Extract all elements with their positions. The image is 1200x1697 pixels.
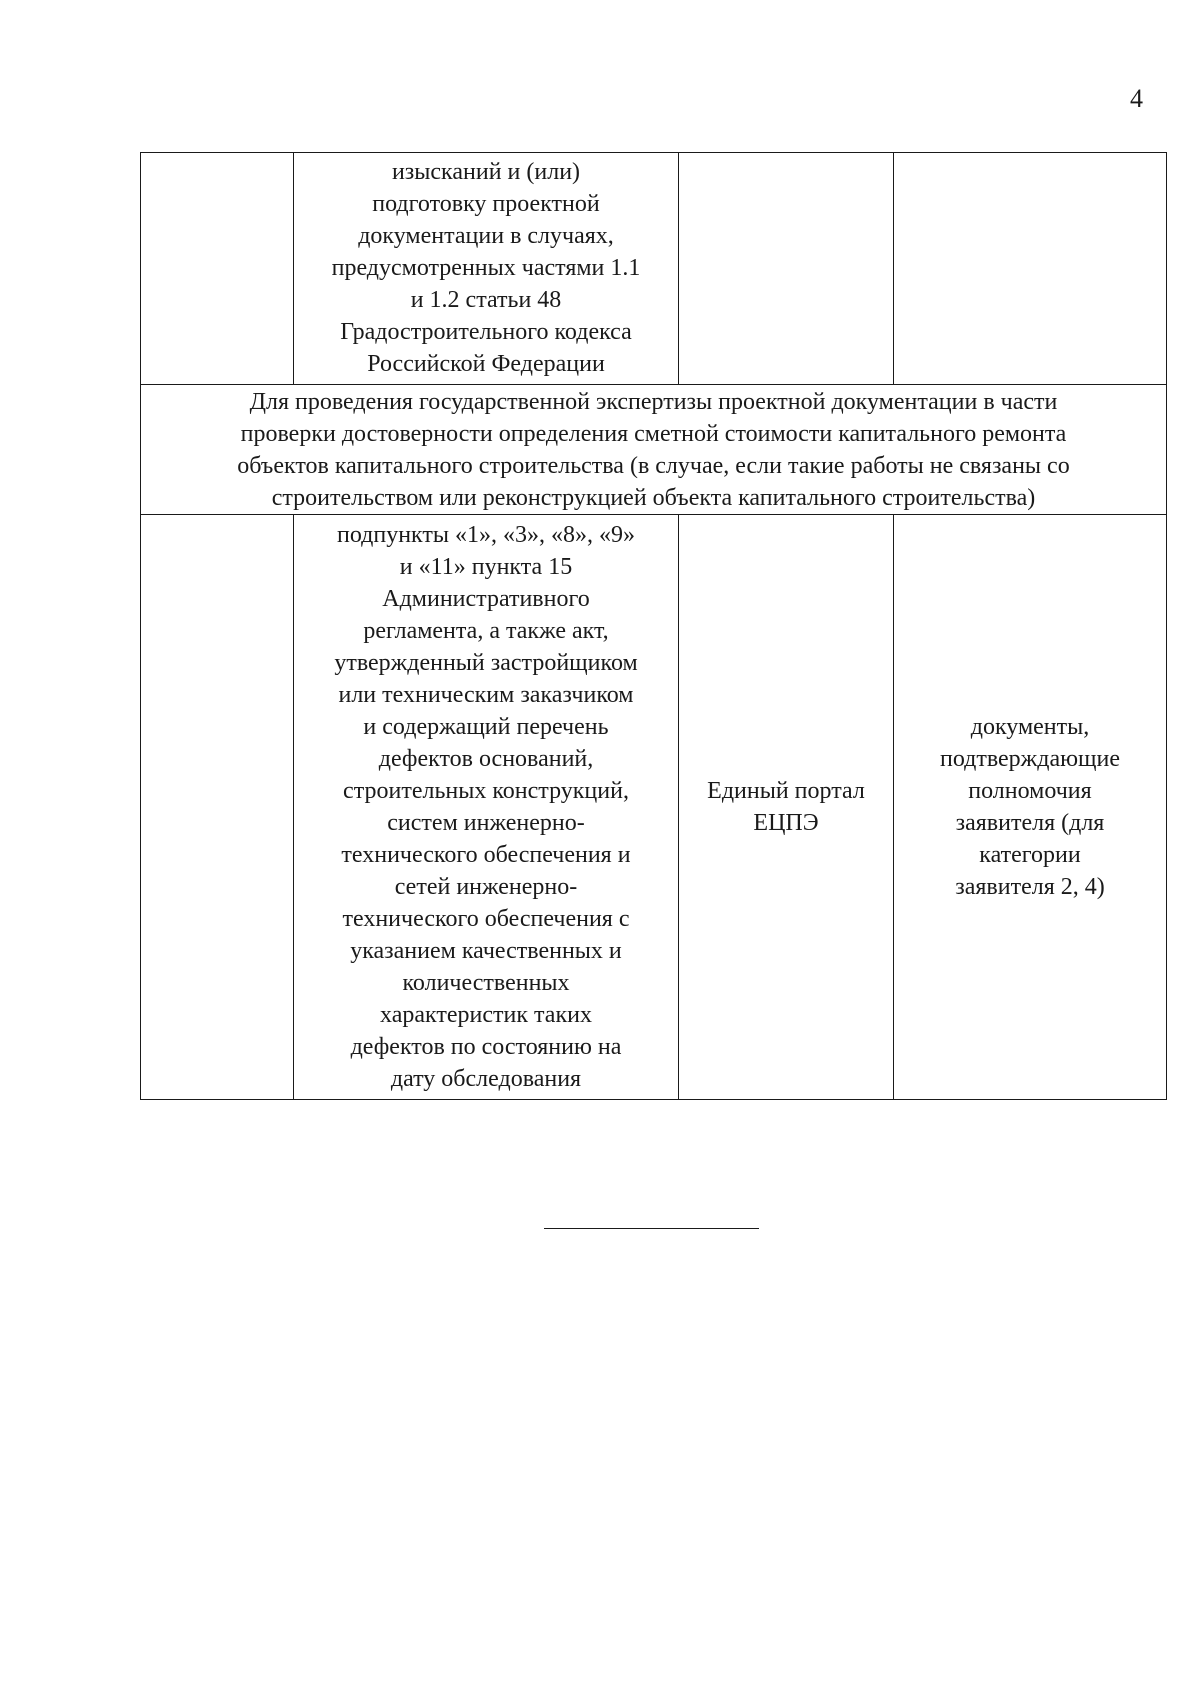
table-row	[141, 153, 1167, 385]
section-header: Для проведения государственной экспертизы проектной документации в части проверки достоверности определения сметной стоимости капитального ремонта объектов капитального строительства (в случае, если такие работы не связаны со строительством или реконструкцией объекта капитального строительства)	[141, 385, 1167, 515]
table-section-row	[141, 385, 1167, 515]
table-cell-empty	[141, 515, 294, 1100]
table-row	[141, 515, 1167, 1100]
page-number: 4	[1130, 84, 1143, 113]
table-cell-submission-method: Единый портал ЕЦПЭ	[679, 515, 894, 1100]
table-cell-documents: подпункты «1», «3», «8», «9» и «11» пункта 15 Административного регламента, а также акт, утвержденный застройщиком или техническим заказчиком и содержащий перечень дефектов оснований, строительных конструкций, систем инженерно- технического обеспечения и сетей инженерно- технического обеспечения с указанием качественных и количественных характеристик таких дефектов по состоянию на дату обследования	[294, 515, 679, 1100]
requirements-table	[140, 152, 1167, 1100]
table-cell-empty	[679, 153, 894, 385]
table-cell-empty	[894, 153, 1167, 385]
table-cell-documents: изысканий и (или) подготовку проектной документации в случаях, предусмотренных частями 1.1 и 1.2 статьи 48 Градостроительного кодекса Российской Федерации	[294, 153, 679, 385]
table-cell-empty	[141, 153, 294, 385]
footer-divider	[544, 1228, 759, 1229]
table-cell-authority-documents: документы, подтверждающие полномочия заявителя (для категории заявителя 2, 4)	[894, 515, 1167, 1100]
